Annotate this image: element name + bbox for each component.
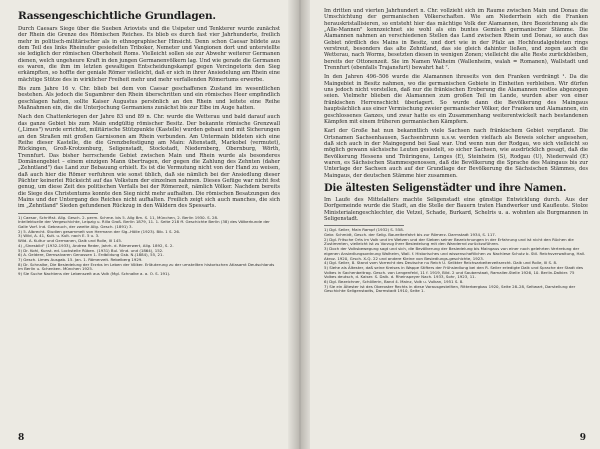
section-heading: Die ältesten Seligenstädter und ihre Namen. <box>324 182 567 194</box>
footnote: 5) Siehe als Ältester, daß seine Kreises in Wappe Stifters der Frühsiedlung bei den R. Seiler erledigte Dalk und Sprache der Stadt des Volkes in Sachenbeitrag. Gesch. von Lengenfeld, 11 f. 1919, Bild. 2 und Sauberstaat, Ramalier-Stelle 1926, 10. Berlin-Dalkier. 75 Volkes deutsch, d. Kaiser. S. Dalk. d. Rheinspeyer Nach. 1933, Sohr, 1923, 11. <box>324 264 584 280</box>
footnote: 2) 5. Albrecht. Studien gesammelt von Hermann der Sig.-Hölle (1923). Bib. 1 S. 26. <box>18 228 181 234</box>
footnote: 1) Caesar, Schriftst. Allg. Gesch. 2. perm. Schme. bis 5. Allg Bm. S. 11, München, 2. Berlin 1930. S. 28. <box>18 214 219 220</box>
body-paragraph: Nach den Chattenkriegen der Jahre 83 und 89 n. Chr. wurde die Wetterau und bald darauf auch das ganze Gebiet bis zum Main endgültig römischer Besitz. Der bekannte römische Grenzwall („Limes") wurde errichtet, militärische Stützpunkte (Kastelle) wurden gebaut und mit Sicherungen an den Straßen mit großen Garnisonen am Rhein verbunden. Am Untermain bildeten sich eine Reihe dieser Kastelle, die die Grenzbefestigung am Main: Altenstadt, Markobel (vermutet), Rückingen, Groß-Krotzenburg, Seligenstadt, Stockstadt, Niedernberg, Obernburg, Wörth, Trennfurt. Das bisher herrschende Gebiet zwischen Main und Rhein wurde als besonderes Domänengebiet – einem einzigen Mann übertragen, der gegen die Zahlung des Zehnten (daher „Zehntland") das Land zur Bebauung erhielt. Es ist die Vermutung nicht von der Hand zu weisen, daß auch hier die Römer verfuhren wie sonst üblich, daß sie nämlich bei der Ansiedlung dieser Pächter keinerlei Rücksicht auf das Volkstum der einzelnen nahmen. Dieses Gefüge war nicht fest genug, um diese Zeit des politischen Verfalls bei der Römerzeit, nämlich Völker. Nachdem bereits die Siege des Christentums konnte den Sieg nicht mehr aufhalten. Die römischen Besatzungen des Mains und der Untergang des Reiches nicht aufhalten. Freilich zeigt sich auch manches, die sich im „Zehntland" Sieden gefundenen Rückzug in den Wäldern des Spessarts. <box>18 114 280 210</box>
footnote: 7) Gesch. Limes Ausgab. 15. Jan. 1. Römerzeit. Rebelberg 1929. <box>18 256 143 262</box>
footnote: 5) Dr. Kohl, Kunst. ed. Lockstelle Rüben. (1931) Bul. Vind. und (1864), 152. <box>18 247 164 253</box>
footnote-list <box>324 228 588 294</box>
footnote-divider <box>324 225 404 226</box>
footnote: 3) Wild, A. 41, Kult. u. Kult. nach E. 5 u. 3. <box>18 233 100 239</box>
left-page <box>0 0 290 449</box>
footnote: Wild. A. Kultur und Germanen, Dalk und Rolle, III 145. <box>18 238 123 244</box>
footnote: 8) Dr. Schnalke, Die Besiedelung der Erzrbs im Leben der Völker. Erläuterung zu der umstellten historischen Atlasamt Deutschlands im Berlin u. Schenken. München 1925. <box>18 261 275 272</box>
footnote: 4) „Sinesbild" (1932-1933), Andrea Reder, Jahrh. d. Römerwert, Allg. 1892, S. 2. <box>18 242 174 248</box>
page-number: 9 <box>579 433 586 443</box>
footnote: Intellektuelle der Vergeschichte, Leipzig u. Rilla Groß. Berlin 1879, 11. 1. Seite 218 ff. Geschichte Berlin (38) des Völkerkunde der Galle Vorf. Ind. Gebrauch, der zweite Allg. Gesch. (1891) 3. <box>18 219 270 230</box>
footnote: 1) Dgl. Seiler, Main Rampf (1932) S. 558. <box>324 227 404 233</box>
footnote: 3) Doch der Volksbewegung sagt und sich, die Bevölkerung der Besiedelung bis Maingaus von einer noch gelehrten Vertretung der eigenen Ansiedlungsordnung Walheim, Wall. f. Historisches und wissenschaftlichen zu Nachlese Schutz b. Stil. Reichsverwaltung, Hall. Akroz. 1920, Grsch. X-Q. 22 und andere Kleine von Besiedlungs-geschichte, 1923. <box>324 246 586 261</box>
body-paragraph: Bis zum Jahre 16 v. Chr. blieb bei dem von Caesar geschaffenen Zustand im wesentlichen bestehen. Als jedoch die Sugambrer den Rhein überschritten und ein römisches Heer empfindlich geschlagen hatten, sollte Kaiser Augustus persönlich an den Rhein und leitete eine Reihe Maßnahmen ein, die die Unterjochung Germaniens zunächst bis zur Elbe im Auge hatten. <box>18 86 280 112</box>
footnote: 6) A. Geldere, Demsalvaren Genossen 1. Erdbildung Gsb. N.(1884), 55, 21. <box>18 252 164 258</box>
footnote: Gebr. Schmidt, Gesch. der Selig. Baureiterfahrt bis zur Römerz. Darmstadt 1934, S. 117. <box>324 232 497 238</box>
right-page <box>310 0 600 449</box>
footnote: 6) Dgl. Bezeichner, Schöllerin, Band 4. Mainz, Volk u. Vulkan, 1951 S. 8. <box>324 279 464 285</box>
book-gutter <box>288 0 312 449</box>
section-heading: Rassengeschichtliche Grundlagen. <box>18 10 216 22</box>
footnote-divider <box>18 213 98 214</box>
footnote-list <box>18 216 280 277</box>
page-number: 8 <box>18 433 25 443</box>
body-paragraph: Karl der Große hat nun bekanntlich viele Sachsen nach fränkischem Gebiet verpflanzt. Die Ortsnamen Sachsenhausen, Sachsenbrunn u.s.w. werden vielfach als Beweis solcher angesehen, daß sich auch in der Maingegend bei Saal war. Und wenn nun der Rodgau, wo sich vielleicht so möglich gewann sächsische Leuten gesiedelt, so sicher Sachsen, wie ausdrücklich gesagt, daß die Bevölkerung Hessens und Thüringens, Lenges (E), Steinheim (S), Rodgau (U), Niederwald (E) waren, es Sächsischen Stammesgenossen, daß die Bevölkerung die Sprache des Maingaus bis zur Unterlage der Sachsen auch auf der Grundlage der Bevölkerung die Sächsischen Stämmes, des Maingaus, der deutschen Stämme hier zusammen. <box>324 128 588 179</box>
body-paragraph: Im Laufe des Mittelalters machte Seligenstadt eine günstige Entwicklung durch. Aus der Dorfgemeinde wurde die Stadt, an die Stelle der Bauern traten Handwerker und Kaufleute. Stolze Ministerialengeschlechter, die Vetzel, Schade, Burkard, Schelris u. a. wohnten als Burgmannen in Seligenstadt. <box>324 196 588 222</box>
body-paragraph: Durch Caesars Siege über die Sueben Ariovists und die Usipeter und Tenkterer wurde zunächst der Rhein die Grenze des Römischen Reiches. Es blieb es durch fast vier Jahrhunderte, freilich mehr in politisch-militärischer als in ethnographischer Hinsicht. Denn schon Caesar bildete aus dem Teil des links Rheinufer gesiedelten Triboker, Nemeter und Vangionen dort und unterstellte sie lediglich der römischen Oberhoheit Roms. Vielleicht sollen sie zur Abwehr weiterer Germanen dienen, welch ungeheure Kraft in den jungen Germanenvölkern lag. Und wie gerade die Germanen es waren, die ihm im letzten gewaltigen Entscheidungskampf gegen Vercingetorix den Sieg erkämpften, so hoffte der geniale Römer vielleicht, daß er sich in ihrer Ansiedelung am Rhein eine mächtige Stütze des in wirklicher Freiheit mehr und mehr verfallenden Römertums erwerbe. <box>18 26 280 83</box>
footnote: 9) Sie Suche Nachtens der Lebenszeit aus Volk (Mgl. Schnalke a. a. O. S. 191). <box>18 271 171 277</box>
body-paragraph: In den Jahren 496–506 wurde die Alamannen ihreseits von den Franken verdrängt ¹. Da die Maingebiet in Besitz nahmen, wo die germanischen Gebiete in Einheiten verbleiben. Wir dürfen uns jedoch nicht vorstellen, daß nur die fränkischen Eroberung die Alamannen restlos abgezogen seien. Vielmehr blieben die Alamannen zum großen Teil im Lande, wurden aber von einer fränkischen Herrenschicht überlagert. So wurde dann die Bevölkerung des Maingaus hauptsächlich aus einer Vermischung zweier germanischer Völker, der Franken und Alamannen, ein geschlossenes Ganzes, und zwar hatte es ein Zusammenhang weiterentwickelt nach bestandenen Kämpfen mit einem früheren germanischen Kämpfern. <box>324 74 588 125</box>
body-paragraph: Im dritten und vierten Jahrhundert n. Chr. vollzieht sich im Raume zwischen Main und Donau die Umschichtung der germanischen Völkerschaften. Wie am Niederrhein sich die Franken herauskristallisieren, so entsteht hier das mächtige Volk der Alamannen, ihre Bezeichnung als die „Alle-Mannen" kennzeichnet sie wohl als ein buntes Gemisch germanischer Stämme. Die Alamannen nahmen an verschiedenen Stellen das Land zwischen Rhein und Donau, so auch das Gebiet nördlich des Mains in Besitz, und dort wie in der Pfalz an Hochfeudalgebieten rings verstreut, besonders das alte Zehntland, das sie gleich dahinter ließen, und zogen auch die Wetterau, nach Worms, besetzten diesen in wenigen Zonen; vielleicht die alte Reste zurückbleiben, bereits der Ottonenzeit. Sie im Namen Walheim (Wallenheim, walah = Romanen), Wallstadt und Trennfurt (ebenfalls Trajansfurt) bewahrt hat ⁷. <box>324 8 588 72</box>
footnote: 7) Sie ein Ältester ist des Oberoster Rechts in diese Vorausgestellten, Ritterbergbau 1920, Seite 28–28, Seltwart, Darstellung der Geschichte Seligenstadts, Darmstadt 1910, Seite 1. <box>324 283 576 294</box>
footnote: 2) Dgl. Fritsche Orts im Volk und im Wetzen und der Sieben seiner Bezeichnungen in der Erfahrung und ist nicht den Rüchen die Zustimmten, vielleicht ist zu Vorzug ihrer Besiedelung mit den Wandernd zurückzuführen. <box>324 236 574 247</box>
footnote: 4) Dgl. Seiler, 8. Stand vom Vorrecht des Deutsche nu Reich U. Selikter Reichsarbeiterzeitsrecht. Dalk und Rolle, III S. 8. <box>324 260 558 266</box>
